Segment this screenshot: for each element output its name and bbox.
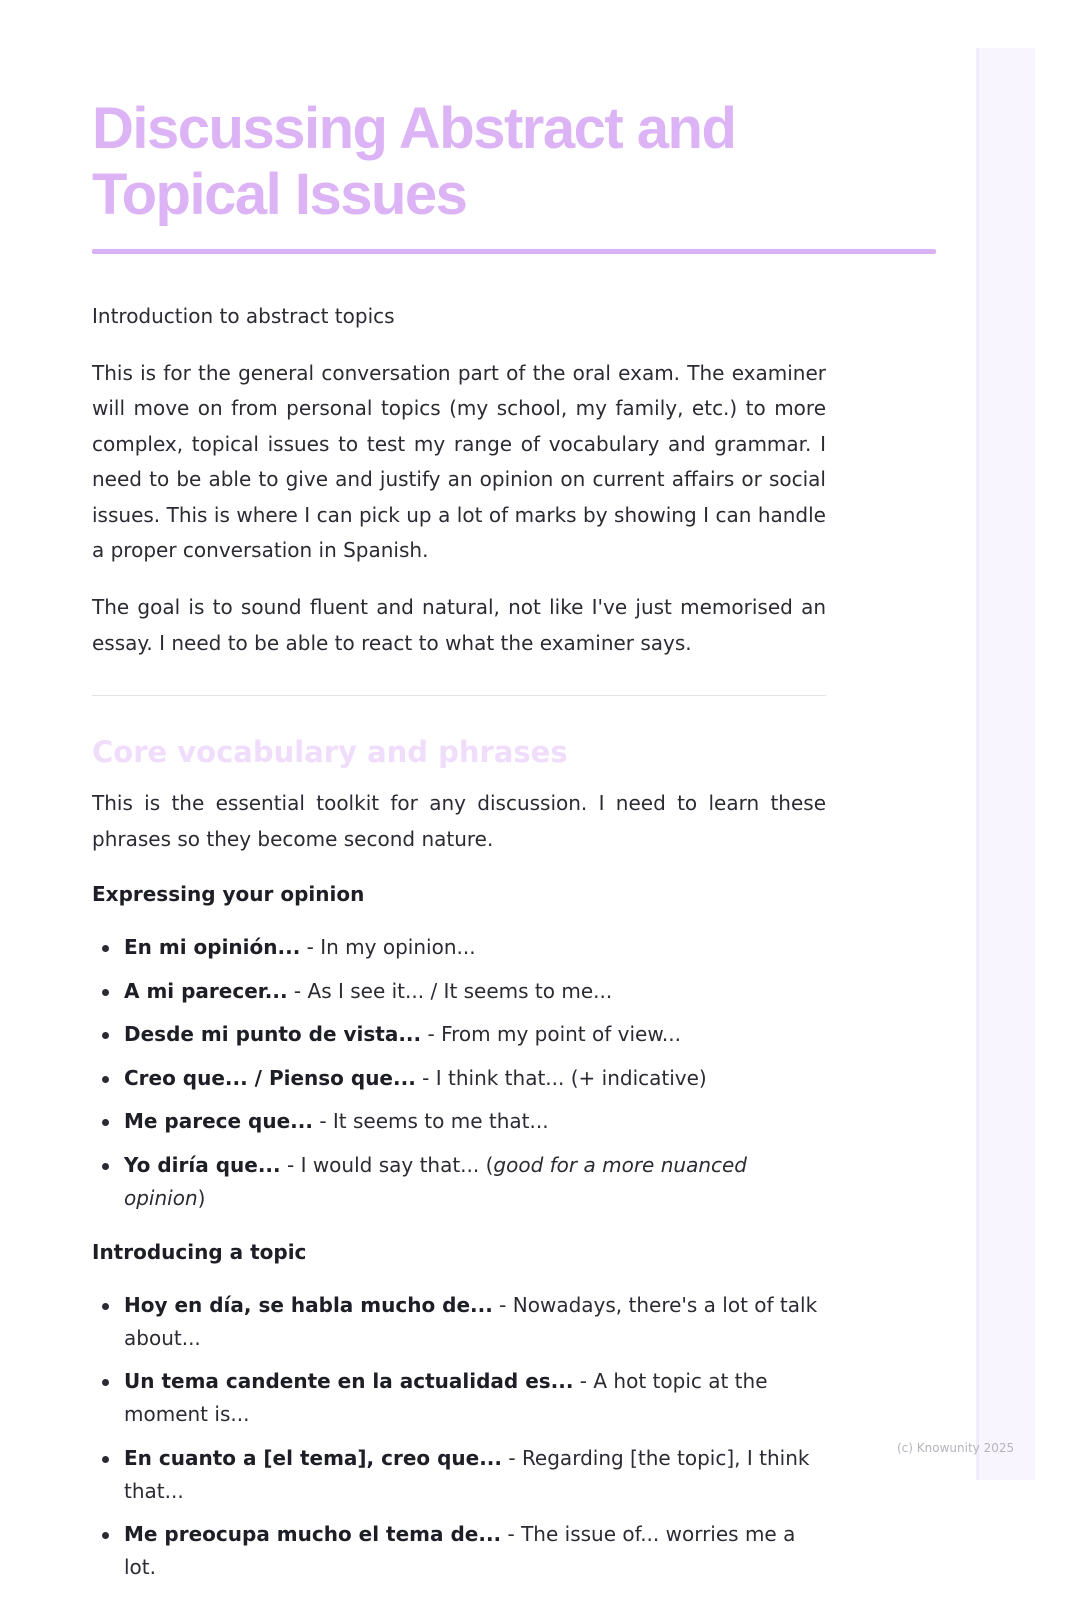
list-item [92, 1289, 826, 1355]
list-item [92, 975, 826, 1008]
list-item [92, 1365, 826, 1431]
separator: - [287, 978, 308, 1003]
document-content [92, 300, 826, 1606]
bullet-icon [102, 1076, 109, 1083]
bullet-icon [102, 989, 109, 996]
subheading-introducing-topic: Introducing a topic [92, 1239, 307, 1264]
intro-paragraph: This is for the general conversation part of the oral exam. The examiner will move on from personal topics (my school, my family, etc.) to more complex, topical issues to test my range of vocabulary and grammar. I need to be able to give and justify an opinion on current affairs or social issues. This is where I can pick up a lot of marks by showing I can handle a proper conversation in Spanish. [92, 361, 826, 563]
list-item [92, 1105, 826, 1138]
bullet-icon [102, 1032, 109, 1039]
spanish-phrase: Un tema candente en la actualidad es... [124, 1369, 574, 1394]
bullet-icon [102, 1119, 109, 1126]
spanish-phrase: Me preocupa mucho el tema de... [124, 1522, 502, 1547]
opinion-phrase-list [92, 931, 826, 1215]
bullet-icon [102, 1303, 109, 1310]
subheading-expressing-opinion: Expressing your opinion [92, 882, 365, 907]
bullet-icon [102, 1456, 109, 1463]
bullet-icon [102, 1163, 109, 1170]
spanish-phrase: Yo diría que... [124, 1152, 281, 1177]
title-underline [92, 249, 936, 254]
bullet-icon [102, 945, 109, 952]
spanish-phrase: En mi opinión... [124, 935, 301, 960]
separator: - [415, 1065, 436, 1090]
spanish-phrase: En cuanto a [el tema], creo que... [124, 1445, 502, 1470]
separator: - [502, 1445, 522, 1470]
separator: - [280, 1152, 301, 1177]
side-margin-strip [976, 48, 1035, 1480]
separator: - [312, 1109, 333, 1134]
list-item [92, 1062, 826, 1095]
english-meaning: In my opinion... [320, 935, 476, 960]
separator: - [501, 1522, 522, 1547]
closing-parenthesis: ) [197, 1185, 206, 1210]
spanish-phrase: Hoy en día, se habla mucho de... [124, 1292, 493, 1317]
core-intro-paragraph: This is the essential toolkit for any discussion. I need to learn these phrases so they become second nature. [92, 791, 826, 851]
spanish-phrase: A mi parecer... [124, 978, 288, 1003]
spanish-phrase: Desde mi punto de vista... [124, 1022, 422, 1047]
english-meaning: Regarding [the topic], I think that... [124, 1445, 810, 1503]
english-meaning: A hot topic at the moment is... [124, 1369, 768, 1427]
english-meaning: From my point of view... [441, 1022, 681, 1047]
english-meaning: The issue of... worries me a lot. [124, 1522, 796, 1580]
intro-label: Introduction to abstract topics [92, 304, 395, 328]
english-meaning: I would say that... ( [300, 1152, 494, 1177]
list-item [92, 1018, 826, 1051]
page-title: Discussing Abstract and Topical Issues [92, 96, 736, 227]
separator: - [421, 1022, 442, 1047]
spanish-phrase: Creo que... / Pienso que... [124, 1065, 416, 1090]
separator: - [300, 935, 321, 960]
usage-note: good for a more nuanced opinion [124, 1152, 747, 1210]
bullet-icon [102, 1379, 109, 1386]
list-item [92, 931, 826, 964]
section-heading-core-vocabulary: Core vocabulary and phrases [92, 735, 568, 770]
section-divider [92, 695, 826, 696]
list-item [92, 1149, 826, 1215]
english-meaning: As I see it... / It seems to me... [307, 978, 613, 1003]
separator: - [573, 1369, 594, 1394]
copyright-watermark: (c) Knowunity 2025 [897, 1441, 1015, 1455]
separator: - [492, 1292, 513, 1317]
list-item [92, 1442, 826, 1508]
english-meaning: I think that... (+ indicative) [435, 1065, 707, 1090]
english-meaning: Nowadays, there's a lot of talk about... [124, 1292, 818, 1350]
intro-paragraph: The goal is to sound fluent and natural, not like I've just memorised an essay. I need to be able to react to what the examiner says. [92, 595, 826, 655]
topic-phrase-list [92, 1289, 826, 1585]
bullet-icon [102, 1532, 109, 1539]
spanish-phrase: Me parece que... [124, 1109, 313, 1134]
english-meaning: It seems to me that... [332, 1109, 549, 1134]
